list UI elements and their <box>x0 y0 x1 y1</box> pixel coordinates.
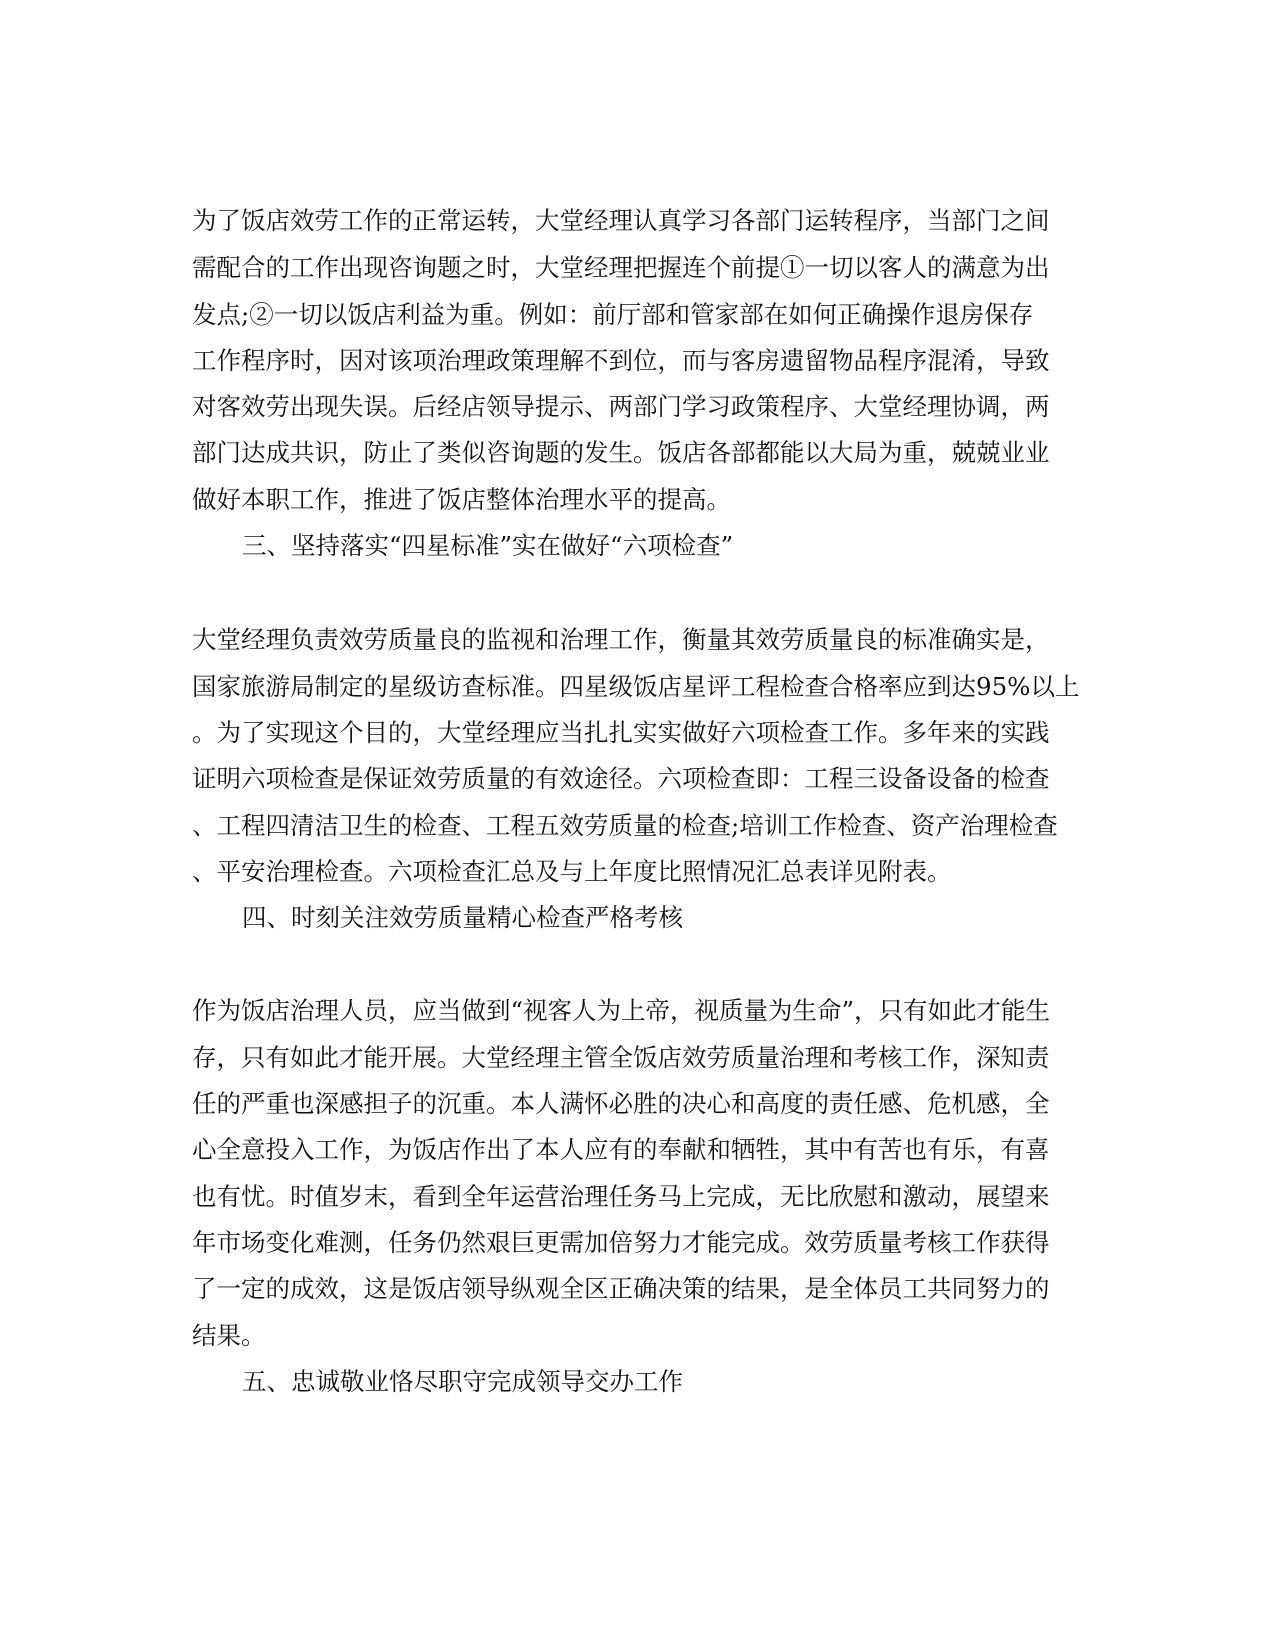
paragraph-line: 国家旅游局制定的星级访查标准。四星级饭店星评工程检查合格率应到达95%以上 <box>192 672 1080 701</box>
paragraph-line: 、工程四清洁卫生的检查、工程五效劳质量的检查;培训工作检查、资产治理检查 <box>192 811 1058 840</box>
paragraph-line: 对客效劳出现失误。后经店领导提示、两部门学习政策程序、大堂经理协调，两 <box>192 392 1050 421</box>
paragraph-line: 作为饭店治理人员，应当做到“视客人为上帝，视质量为生命”，只有如此才能生 <box>192 996 1051 1025</box>
paragraph-line: 任的严重也深感担子的沉重。本人满怀必胜的决心和高度的责任感、危机感，全 <box>192 1089 1050 1118</box>
section-heading: 三、坚持落实“四星标准”实在做好“六项检查” <box>242 531 734 560</box>
section-heading: 五、忠诚敬业恪尽职守完成领导交办工作 <box>242 1367 683 1396</box>
paragraph-line: 为了饭店效劳工作的正常运转，大堂经理认真学习各部门运转程序，当部门之间 <box>192 206 1050 235</box>
paragraph-line: 工作程序时，因对该项治理政策理解不到位，而与客房遗留物品程序混淆，导致 <box>192 346 1050 375</box>
paragraph-line: 了一定的成效，这是饭店领导纵观全区正确决策的结果，是全体员工共同努力的 <box>192 1274 1050 1303</box>
paragraph-line: 需配合的工作出现咨询题之时，大堂经理把握连个前提①一切以客人的满意为出 <box>192 253 1050 282</box>
paragraph-line: 。为了实现这个目的，大堂经理应当扎扎实实做好六项检查工作。多年来的实践 <box>192 718 1050 747</box>
paragraph-line: 发点;②一切以饭店利益为重。例如：前厅部和管家部在如何正确操作退房保存 <box>192 300 1034 329</box>
paragraph-line: 、平安治理检查。六项检查汇总及与上年度比照情况汇总表详见附表。 <box>192 857 952 886</box>
paragraph-line: 存，只有如此才能开展。大堂经理主管全饭店效劳质量治理和考核工作，深知责 <box>192 1043 1050 1072</box>
section-heading: 四、时刻关注效劳质量精心检查严格考核 <box>242 903 683 932</box>
paragraph-line: 做好本职工作，推进了饭店整体治理水平的提高。 <box>192 485 731 514</box>
paragraph-line: 心全意投入工作，为饭店作出了本人应有的奉献和牺牲，其中有苦也有乐，有喜 <box>192 1135 1050 1164</box>
paragraph-line: 部门达成共识，防止了类似咨询题的发生。饭店各部都能以大局为重，兢兢业业 <box>192 438 1050 467</box>
paragraph-line: 大堂经理负责效劳质量良的监视和治理工作，衡量其效劳质量良的标准确实是， <box>192 625 1050 654</box>
paragraph-line: 也有忧。时值岁末，看到全年运营治理任务马上完成，无比欣慰和激动，展望来 <box>192 1182 1050 1211</box>
paragraph-line: 证明六项检查是保证效劳质量的有效途径。六项检查即：工程三设备设备的检查 <box>192 764 1050 793</box>
paragraph-line: 年市场变化难测，任务仍然艰巨更需加倍努力才能完成。效劳质量考核工作获得 <box>192 1228 1050 1257</box>
paragraph-line: 结果。 <box>192 1321 266 1350</box>
